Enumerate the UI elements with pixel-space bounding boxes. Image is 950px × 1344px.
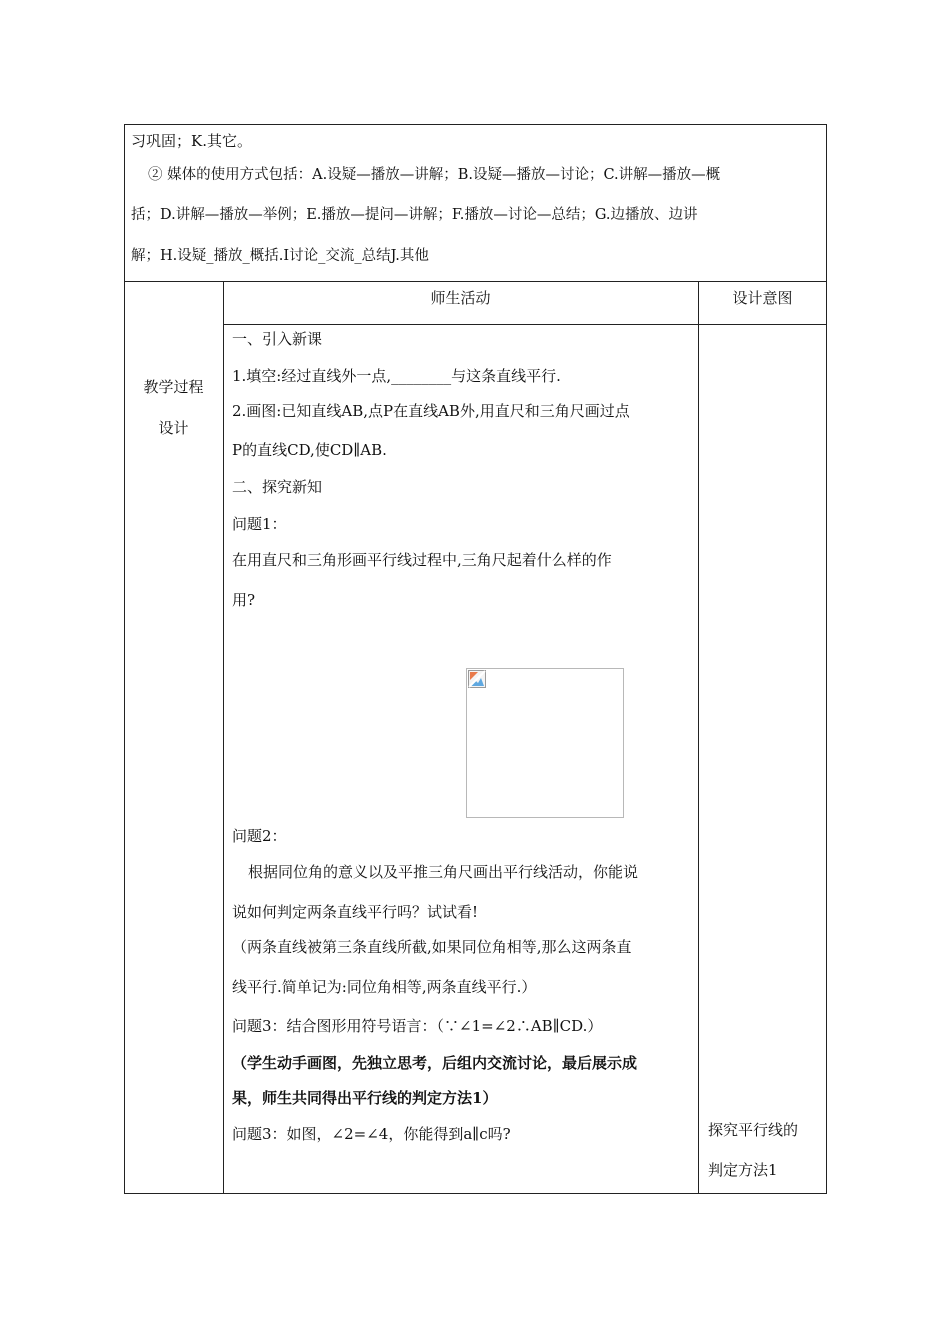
header-intent: 设计意图 — [732, 289, 793, 307]
problem-1-label: 问题1： — [232, 515, 287, 533]
top-cell-line-4: 解；H.设疑_播放_概括.I讨论_交流_总结J.其他 — [131, 248, 429, 264]
row-label-line-1: 教学过程 — [143, 378, 204, 396]
row-label-line-2: 设计 — [158, 419, 189, 437]
broken-image-icon — [468, 670, 488, 690]
question-draw-line-2: P的直线CD,使CD∥AB. — [232, 441, 387, 459]
problem-3-question: 问题3：如图，∠2=∠4，你能得到a∥c吗? — [232, 1125, 511, 1143]
problem-2-line-1: 根据同位角的意义以及平推三角尺画出平行线活动，你能说 — [248, 863, 639, 881]
top-cell-line-3: 括；D.讲解—播放—举例；E.播放—提问—讲解；F.播放—讨论—总结；G.边播放、边讲 — [131, 207, 698, 223]
col-divider-right — [698, 281, 699, 1194]
problem-3-symbols: 问题3：结合图形用符号语言：（∵∠1=∠2∴AB∥CD.） — [232, 1017, 603, 1035]
intent-line-1: 探究平行线的 — [708, 1121, 799, 1139]
activity-note-line-1: （学生动手画图，先独立思考，后组内交流讨论，最后展示成 — [232, 1054, 638, 1072]
problem-2-line-2: 说如何判定两条直线平行吗？试试看! — [232, 903, 479, 921]
top-cell-line-1: 习巩固；K.其它。 — [131, 132, 252, 150]
col-divider-left — [223, 281, 224, 1194]
answer-line-1: （两条直线被第三条直线所截,如果同位角相等,那么这两条直 — [232, 938, 632, 956]
question-draw-line-1: 2.画图:已知直线AB,点P在直线AB外,用直尺和三角尺画过点 — [232, 402, 630, 420]
answer-line-2: 线平行.简单记为:同位角相等,两条直线平行.） — [232, 978, 537, 996]
problem-1-line-2: 用? — [232, 591, 256, 609]
question-fill: 1.填空:经过直线外一点,________与这条直线平行. — [232, 367, 561, 385]
row-divider-top — [124, 281, 827, 282]
problem-1-line-1: 在用直尺和三角形画平行线过程中,三角尺起着什么样的作 — [232, 551, 612, 569]
problem-2-label: 问题2： — [232, 827, 287, 845]
section-intro: 一、引入新课 — [232, 330, 323, 348]
header-activity: 师生活动 — [430, 289, 491, 307]
figure-placeholder — [466, 668, 624, 818]
top-cell-line-2: ② 媒体的使用方式包括：A.设疑—播放—讲解；B.设疑—播放—讨论；C.讲解—播放—概 — [148, 167, 721, 183]
activity-note-line-2: 果，师生共同得出平行线的判定方法1） — [232, 1089, 498, 1107]
intent-line-2: 判定方法1 — [708, 1161, 778, 1179]
section-explore: 二、探究新知 — [232, 478, 323, 496]
row-divider-header — [223, 324, 827, 325]
